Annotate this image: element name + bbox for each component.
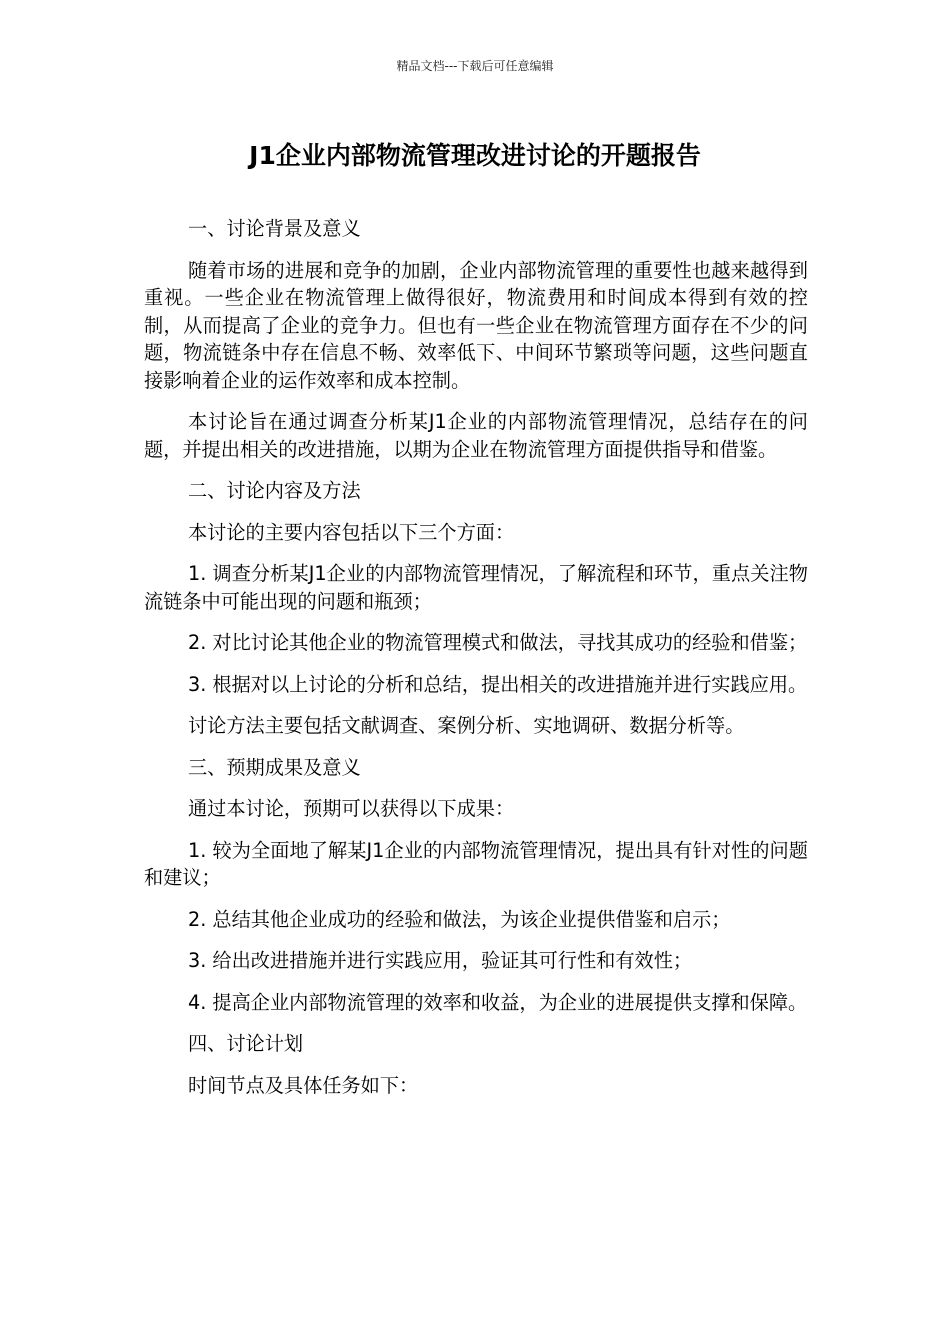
section-heading-content-method: 二、讨论内容及方法: [188, 479, 361, 502]
section-heading-background: 一、讨论背景及意义: [188, 217, 361, 240]
body-paragraph: 随着市场的进展和竞争的加剧，企业内部物流管理的重要性也越来越得到重视。一些企业在物流管理上做得很好，物流费用和时间成本得到有效的控制，从而提高了企业的竞争力。但也有一些企业在物流管理方面存在不少的问题，物流链条中存在信息不畅、效率低下、中间环节繁琐等问题，这些问题直接影响着企业的运作效率和成本控制。: [144, 258, 808, 392]
body-paragraph: 本讨论旨在通过调查分析某J1企业的内部物流管理情况，总结存在的问题，并提出相关的改进措施，以期为企业在物流管理方面提供指导和借鉴。: [144, 410, 808, 461]
list-item: 2. 总结其他企业成功的经验和做法，为该企业提供借鉴和启示；: [188, 907, 731, 931]
page-header: 精品文档---下载后可任意编辑: [396, 59, 554, 73]
document-body: [144, 215, 808, 1113]
list-item: 3. 根据对以上讨论的分析和总结，提出相关的改进措施并进行实践应用。: [188, 672, 808, 696]
list-item: 1. 较为全面地了解某J1企业的内部物流管理情况，提出具有针对性的问题和建议；: [144, 838, 808, 889]
body-paragraph: 通过本讨论，预期可以获得以下成果：: [188, 797, 515, 820]
section-heading-expected-results: 三、预期成果及意义: [188, 755, 361, 779]
body-paragraph: 时间节点及具体任务如下：: [188, 1073, 419, 1097]
section-heading-plan: 四、讨论计划: [188, 1032, 304, 1055]
list-item: 2. 对比讨论其他企业的物流管理模式和做法，寻找其成功的经验和借鉴；: [188, 631, 808, 654]
list-item: 1. 调查分析某J1企业的内部物流管理情况，了解流程和环节，重点关注物流链条中可能出现的问题和瓶颈；: [144, 562, 808, 613]
list-item: 3. 给出改进措施并进行实践应用，验证其可行性和有效性；: [188, 949, 693, 972]
document-title: J1企业内部物流管理改进讨论的开题报告: [249, 141, 701, 170]
body-paragraph: 本讨论的主要内容包括以下三个方面：: [188, 520, 515, 544]
body-paragraph: 讨论方法主要包括文献调查、案例分析、实地调研、数据分析等。: [188, 714, 745, 737]
list-item: 4. 提高企业内部物流管理的效率和收益，为企业的进展提供支撑和保障。: [188, 990, 808, 1014]
